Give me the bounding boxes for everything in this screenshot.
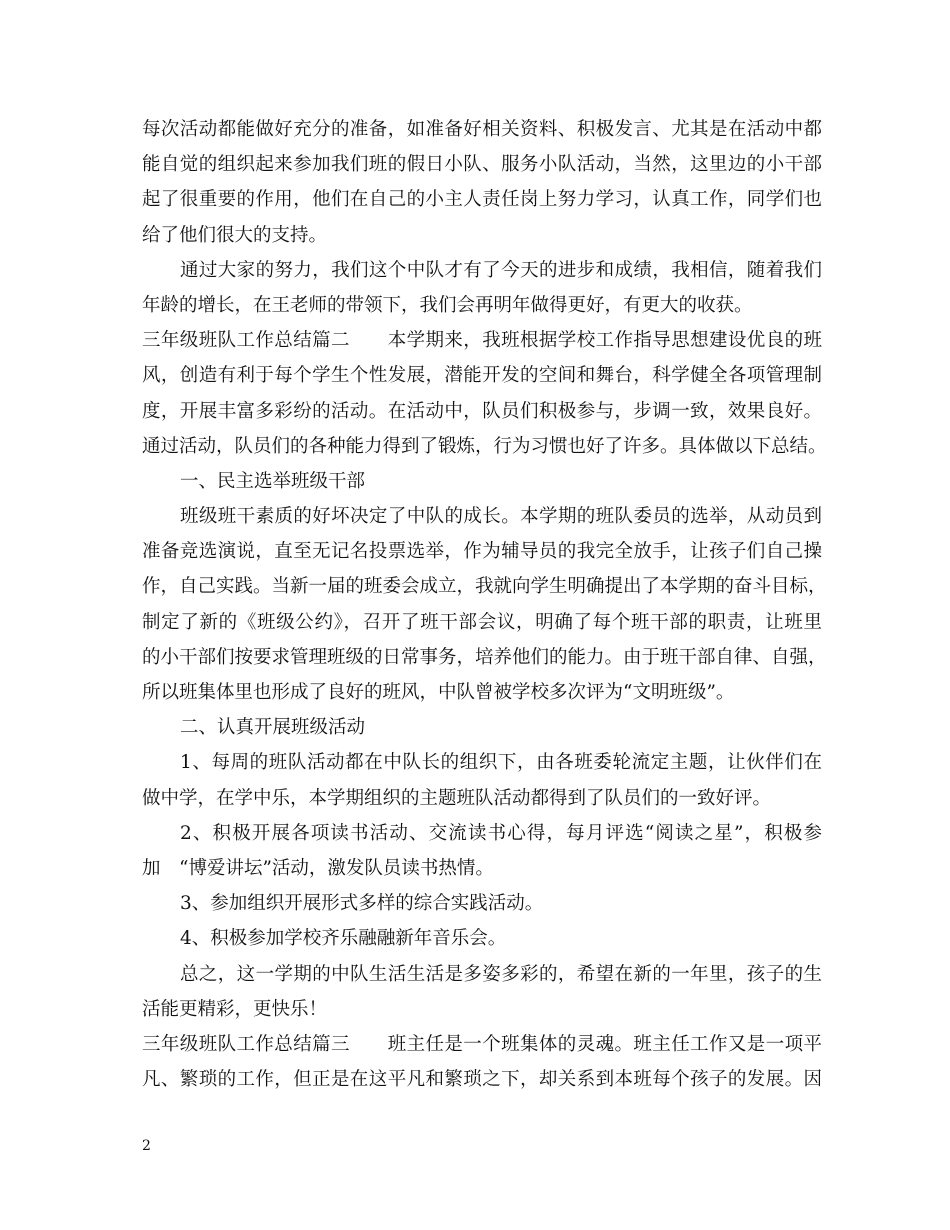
text-line-5: 通过大家的努力，我们这个中队才有了今天的进步和成绩，我相信，随着我们 — [180, 259, 822, 281]
text-line-20: 做中学，在学中乐，本学期组织的主题班队活动都得到了队员们的一致好评。 — [142, 787, 772, 809]
text-line-19: 1、每周的班队活动都在中队长的组织下，由各班委轮流定主题，让伙伴们在 — [180, 752, 822, 774]
text-line-25: 总之，这一学期的中队生活生活是多姿多彩的，希望在新的一年里，孩子的生 — [180, 963, 822, 985]
text-line-15: 制定了新的《班级公约》，召开了班干部会议，明确了每个班干部的职责，让班里 — [142, 611, 822, 633]
text-line-16: 的小干部们按要求管理班级的日常事务，培养他们的能力。由于班干部自律、自强， — [142, 646, 827, 668]
text-line-13: 准备竞选演说，直至无记名投票选举，作为辅导员的我完全放手，让孩子们自己操 — [142, 541, 822, 563]
text-line-4: 给了他们很大的支持。 — [142, 224, 328, 246]
section-heading-part-two: 三年级班队工作总结篇二 本学期来，我班根据学校工作指导思想建设优良的班 — [142, 330, 822, 352]
text-line-17: 所以班集体里也形成了良好的班风，中队曾被学校多次评为“文明班级”。 — [142, 682, 735, 703]
text-line-21: 2、积极开展各项读书活动、交流读书心得，每月评选“阅读之星”，积极参 — [180, 822, 822, 844]
page-number: 2 — [142, 1138, 151, 1154]
document-body — [142, 112, 827, 1097]
text-line-9: 度，开展丰富多彩纷的活动。在活动中，队员们积极参与，步调一致，效果良好。 — [142, 400, 822, 422]
text-line-22: 加 “博爱讲坛”活动，激发队员读书热情。 — [142, 857, 494, 879]
text-line-2: 能自觉的组织起来参加我们班的假日小队、服务小队活动，当然，这里边的小干部 — [142, 154, 822, 176]
text-line-28: 凡、繁琐的工作，但正是在这平凡和繁琐之下，却关系到本班每个孩子的发展。因 — [142, 1069, 822, 1091]
text-line-24: 4、积极参加学校齐乐融融新年音乐会。 — [180, 928, 507, 950]
text-line-6: 年龄的增长，在王老师的带领下，我们会再明年做得更好，有更大的收获。 — [142, 294, 753, 316]
subheading-democratic-election: 一、民主选举班级干部 — [180, 470, 366, 492]
text-line-26: 活能更精彩，更快乐！ — [142, 998, 328, 1020]
text-line-14: 作，自己实践。当新一届的班委会成立，我就向学生明确提出了本学期的奋斗目标， — [142, 576, 827, 598]
text-line-12: 班级班干素质的好坏决定了中队的成长。本学期的班队委员的选举，从动员到 — [180, 506, 822, 528]
text-line-3: 起了很重要的作用，他们在自己的小主人责任岗上努力学习，认真工作，同学们也 — [142, 189, 822, 211]
text-line-8: 风，创造有利于每个学生个性发展，潜能开发的空间和舞台，科学健全各项管理制 — [142, 365, 822, 387]
text-line-1: 每次活动都能做好充分的准备，如准备好相关资料、积极发言、尤其是在活动中都 — [142, 119, 822, 140]
text-line-23: 3、参加组织开展形式多样的综合实践活动。 — [180, 893, 544, 915]
subheading-class-activities: 二、认真开展班级活动 — [180, 717, 366, 739]
section-heading-part-three: 三年级班队工作总结篇三 班主任是一个班集体的灵魂。班主任工作又是一项平 — [142, 1033, 822, 1055]
text-line-10: 通过活动，队员们的各种能力得到了锻炼，行为习惯也好了许多。具体做以下总结。 — [142, 435, 827, 457]
